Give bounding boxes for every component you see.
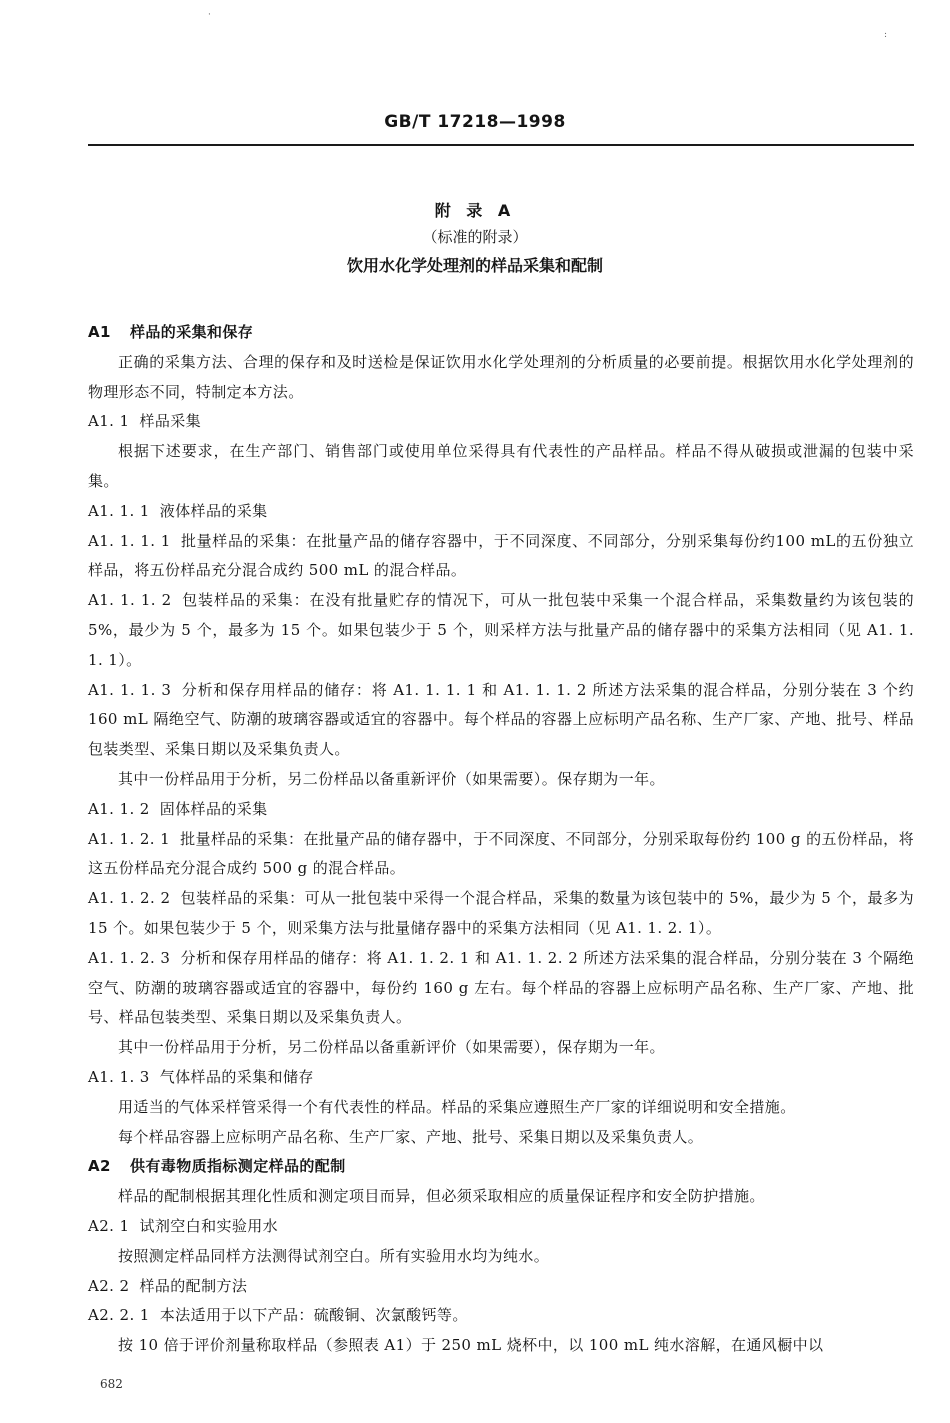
- clause-a1-1-1-1: [88, 527, 914, 587]
- section-a1-heading: [88, 318, 914, 348]
- section-title: 供有毒物质指标测定样品的配制: [130, 1157, 346, 1176]
- paragraph-a2-intro: 样品的配制根据其理化性质和测定项目而异，但必须采取相应的质量保证程序和安全防护措施。: [118, 1187, 765, 1206]
- clause-number: A1. 1. 2. 3: [88, 948, 171, 967]
- clause-number: A1. 1: [88, 412, 130, 431]
- clause-a1-1-3-heading: [88, 1063, 914, 1093]
- clause-text: 分析和保存用样品的储存：将 A1. 1. 1. 1 和 A1. 1. 1. 2 所述方法采集的混合样品，分别分装在 3 个约 160 mL 隔绝空气、防潮的玻璃容器或适宜的容器中。每个样品的容器上应标明产品名称、生产厂家、产地、批号、样品包装类型、采集日期以及采集负责人。: [88, 680, 915, 759]
- paragraph-a2-1: 按照测定样品同样方法测得试剂空白。所有实验用水均为纯水。: [118, 1246, 550, 1265]
- clause-title: 气体样品的采集和储存: [159, 1067, 314, 1086]
- clause-number: A2. 2: [88, 1276, 130, 1295]
- section-number: A1: [88, 323, 111, 341]
- clause-title: 样品采集: [139, 412, 202, 431]
- paragraph-a1-1-2-note: 其中一份样品用于分析，另二份样品以备重新评价（如果需要），保存期为一年。: [118, 1038, 665, 1057]
- clause-number: A1. 1. 2: [88, 799, 150, 818]
- clause-title: 液体样品的采集: [159, 501, 268, 520]
- appendix-title: 饮用水化学处理剂的样品采集和配制: [346, 256, 603, 275]
- paragraph-a1-1-3-labels: 每个样品容器上应标明产品名称、生产厂家、产地、批号、采集日期以及采集负责人。: [118, 1127, 704, 1146]
- paragraph-a1-1-1-note: 其中一份样品用于分析，另二份样品以备重新评价（如果需要）。保存期为一年。: [118, 769, 665, 788]
- clause-a2-1-heading: [88, 1212, 914, 1242]
- section-number: A2: [88, 1157, 111, 1176]
- clause-title: 样品的配制方法: [139, 1276, 248, 1295]
- clause-a2-2-heading: [88, 1272, 914, 1302]
- clause-title: 固体样品的采集: [159, 799, 268, 818]
- clause-text: 分析和保存用样品的储存：将 A1. 1. 2. 1 和 A1. 1. 2. 2 所述方法采集的混合样品，分别分装在 3 个隔绝空气、防潮的玻璃容器或适宜的容器中，每份约 160 g 左右。每个样品的容器上应标明产品名称、生产厂家、产地、批号、样品包装类型、采集日期以及采集负责人。: [88, 948, 915, 1027]
- paragraph-a2-2-1: 按 10 倍于评价剂量称取样品（参照表 A1）于 250 mL 烧杯中，以 100 mL 纯水溶解，在通风橱中以: [118, 1336, 824, 1355]
- section-a2-heading: [88, 1152, 914, 1182]
- clause-number: A1. 1. 1. 2: [88, 591, 172, 610]
- paragraph-a1-1-3: 用适当的气体采样管采得一个有代表性的样品。样品的采集应遵照生产厂家的详细说明和安全措施。: [118, 1097, 796, 1116]
- clause-a1-1-1-heading: [88, 497, 914, 527]
- clause-number: A1. 1. 2. 2: [88, 889, 171, 908]
- clause-text: 本法适用于以下产品：硫酸铜、次氯酸钙等。: [159, 1306, 468, 1325]
- clause-a1-1-1-3: [88, 676, 914, 765]
- section-title: 样品的采集和保存: [130, 323, 254, 341]
- page-number: 682: [100, 1377, 123, 1391]
- clause-number: A1. 1. 1. 1: [88, 531, 171, 550]
- clause-text: 批量样品的采集：在批量产品的储存器中，于不同深度、不同部分，分别采取每份约 100 g 的五份样品，将这五份样品充分混合成约 500 g 的混合样品。: [88, 829, 914, 878]
- clause-a1-1-1-2: [88, 586, 914, 675]
- clause-a1-1-2-3: [88, 944, 914, 1033]
- clause-number: A2. 2. 1: [88, 1306, 150, 1325]
- header-rule: [88, 144, 914, 146]
- clause-text: 包装样品的采集：在没有批量贮存的情况下，可从一批包装中采集一个混合样品，采集数量约为该包装的 5%，最少为 5 个，最多为 15 个。如果包装少于 5 个，则采样方法与批量产品的储存器中的采集方法相同（见 A1. 1. 1. 1）。: [88, 591, 915, 669]
- clause-number: A1. 1. 1: [88, 501, 150, 520]
- clause-a2-2-1: [88, 1301, 914, 1331]
- clause-a1-1-2-1: [88, 825, 914, 885]
- clause-text: 批量样品的采集：在批量产品的储存容器中，于不同深度、不同部分，分别采集每份约100 mL的五份独立样品，将五份样品充分混合成约 500 mL 的混合样品。: [88, 531, 915, 580]
- standard-code-header: GB/T 17218—1998: [384, 112, 566, 132]
- appendix-subtitle: （标准的附录）: [422, 228, 528, 246]
- paragraph-a1-intro: 正确的采集方法、合理的保存和及时送检是保证饮用水化学处理剂的分析质量的必要前提。根据饮用水化学处理剂的物理形态不同，特制定本方法。: [88, 352, 914, 401]
- paragraph-a1-1: 根据下述要求，在生产部门、销售部门或使用单位采得具有代表性的产品样品。样品不得从破损或泄漏的包装中采集。: [88, 442, 914, 490]
- clause-number: A2. 1: [88, 1216, 130, 1235]
- clause-a1-1-2-2: [88, 884, 914, 944]
- clause-number: A1. 1. 1. 3: [88, 680, 172, 699]
- document-body: [88, 318, 914, 1361]
- clause-number: A1. 1. 2. 1: [88, 829, 171, 848]
- clause-a1-1-2-heading: [88, 795, 914, 825]
- stray-mark-top: ·: [208, 10, 211, 20]
- clause-a1-1-heading: [88, 407, 914, 437]
- appendix-label: 附 录 A: [434, 201, 516, 220]
- clause-text: 包装样品的采集：可从一批包装中采得一个混合样品，采集的数量为该包装中的 5%，最少为 5 个，最多为 15 个。如果包装少于 5 个，则采集方法与批量储存器中的采集方法相同（见 A1. 1. 2. 1）。: [88, 889, 914, 937]
- clause-number: A1. 1. 3: [88, 1067, 150, 1086]
- clause-title: 试剂空白和实验用水: [139, 1216, 279, 1235]
- stray-mark-right: :: [884, 30, 888, 40]
